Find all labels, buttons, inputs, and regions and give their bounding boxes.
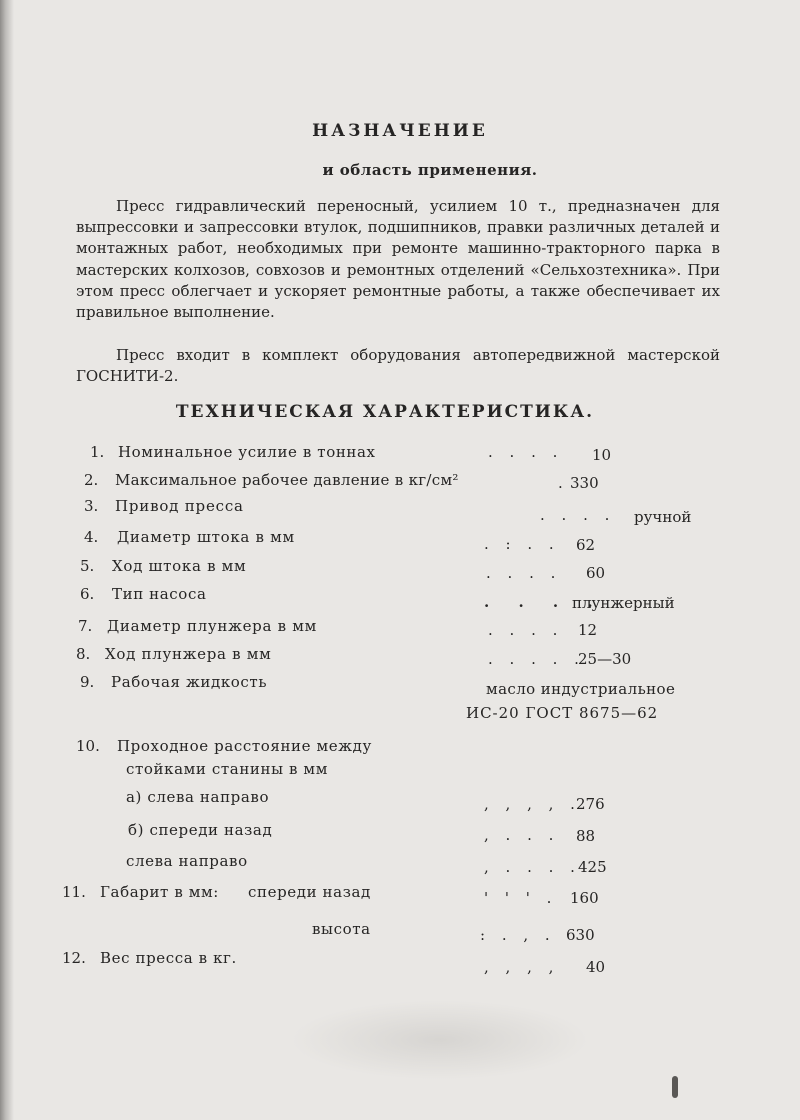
leader-dots: . (558, 474, 569, 492)
spec-value: масло индустриальное (486, 680, 676, 698)
leader-dots: , , , , . (484, 795, 581, 813)
spec-sublabel: высота (312, 920, 371, 938)
spec-value: 12 (578, 621, 598, 639)
spec-label: стойками станины в мм (126, 760, 328, 778)
leader-dots: . : . . (484, 535, 560, 553)
leader-dots: , . . . . (484, 858, 581, 876)
spec-value: 40 (586, 958, 606, 976)
spec-value: 88 (576, 827, 596, 845)
spec-label: Ход плунжера в мм (105, 645, 272, 663)
spec-value: ручной (634, 508, 692, 526)
page-number-mark (672, 1076, 678, 1098)
leader-dots: , . . . (484, 826, 560, 844)
spec-number: 8. (76, 645, 91, 663)
spec-number: 7. (78, 617, 93, 635)
spec-value: 160 (570, 889, 599, 907)
leader-dots: , , , , (484, 958, 560, 976)
spec-number: 4. (84, 528, 99, 546)
spec-number: 10. (76, 737, 100, 755)
spec-number: 2. (84, 471, 99, 489)
spec-label: Проходное расстояние между (117, 737, 372, 755)
spec-label: Номинальное усилие в тоннах (118, 443, 376, 461)
leader-dots: . . . . (540, 506, 616, 524)
leader-dots: . . . . (488, 443, 564, 461)
spec-value: ИС-20 ГОСТ 8675—62 (466, 704, 659, 722)
spec-sublabel: спереди назад (248, 883, 371, 901)
spec-number: 11. (62, 883, 86, 901)
spec-value: 630 (566, 926, 595, 944)
spec-value: 60 (586, 564, 606, 582)
intro-paragraph-1: Пресс гидравлический переносный, усилием 10 т., предназначен для выпрессовки и запрессовки втулок, подшипников, правки различных деталей и монтажных работ, необходимых при ремонте машинно-тракторного парка в мастерских колхозов, совхозов и ремонтных отделений «Сельхозтехника». При этом пресс облегчает и ускоряет ремонтные работы, а также обеспечивает их правильное выполнение. (76, 197, 720, 322)
spec-label: Габарит в мм: (100, 883, 219, 901)
specs-title: ТЕХНИЧЕСКАЯ ХАРАКТЕРИСТИКА. (175, 402, 595, 422)
spec-label: Ход штока в мм (112, 557, 247, 575)
spec-value: плунжерный (572, 594, 675, 612)
spec-number: 1. (90, 443, 105, 461)
spec-sublabel: б) спереди назад (128, 821, 273, 839)
spec-sublabel: слева направо (126, 852, 248, 870)
spec-label: Тип насоса (112, 585, 207, 603)
spec-number: 6. (80, 585, 95, 603)
spec-label: Максимальное рабочее давление в кг/см² (115, 471, 459, 489)
spec-sublabel: а) слева направо (126, 788, 270, 806)
section-title: НАЗНАЧЕНИЕ (312, 121, 488, 141)
section-subtitle: и область применения. (322, 161, 538, 179)
spec-value: 330 (570, 474, 599, 492)
spec-value: 10 (592, 446, 612, 464)
leader-dots: ' ' ' . (484, 889, 558, 907)
spec-value: 62 (576, 536, 596, 554)
leader-dots: . . . . (486, 564, 562, 582)
spec-label: Привод пресса (115, 497, 244, 515)
spec-number: 9. (80, 673, 95, 691)
leader-dots: : . , . (480, 926, 556, 944)
paper-smudge (290, 1000, 590, 1080)
leader-dots: . . . . . (488, 650, 585, 668)
spec-label: Диаметр плунжера в мм (107, 617, 317, 635)
spec-number: 5. (80, 557, 95, 575)
spec-label: Вес пресса в кг. (100, 949, 237, 967)
spec-label: Диаметр штока в мм (117, 528, 295, 546)
spec-number: 12. (62, 949, 86, 967)
spec-value: 276 (576, 795, 605, 813)
spec-value: 25—30 (578, 650, 632, 668)
intro-paragraph-2: Пресс входит в комплект оборудования автопередвижной мастерской ГОСНИТИ-2. (76, 346, 720, 386)
spec-number: 3. (84, 497, 99, 515)
leader-dots: . . . . (488, 621, 564, 639)
spec-label: Рабочая жидкость (111, 673, 268, 691)
leader-dots: . . . . (484, 593, 605, 611)
spec-value: 425 (578, 858, 607, 876)
